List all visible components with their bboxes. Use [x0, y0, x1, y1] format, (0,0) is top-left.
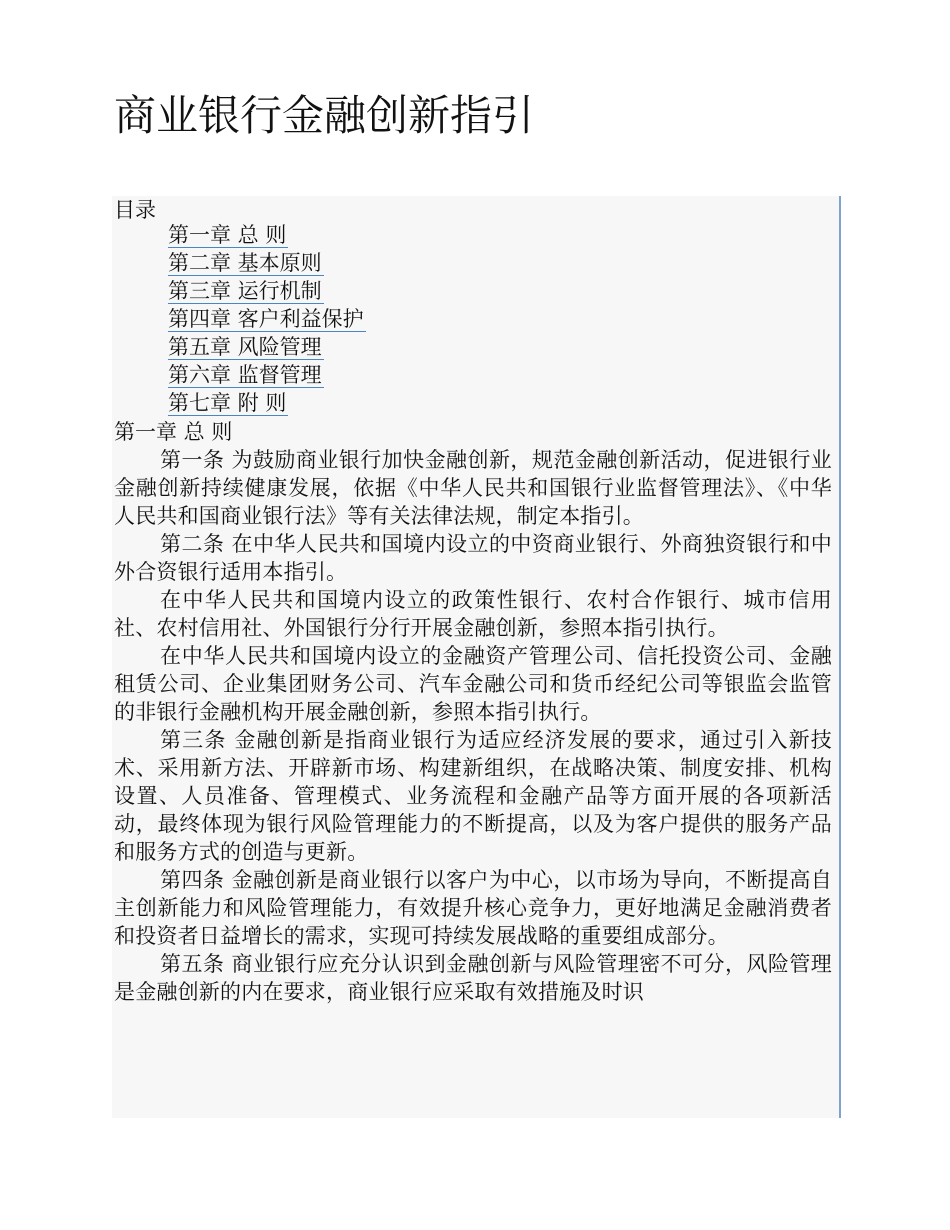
chapter-1-section: [114, 418, 832, 1006]
toc-item-chapter-7: [168, 390, 366, 418]
table-of-contents: [168, 222, 366, 418]
chapter-heading: 第一章 总 则: [114, 420, 233, 444]
toc-item-chapter-2: [168, 250, 366, 278]
article-2-clause-2-paragraph: 在中华人民共和国境内设立的政策性银行、农村合作银行、城市信用社、农村信用社、外国银行分行开展金融创新，参照本指引执行。: [114, 588, 832, 640]
article-2-paragraph: 第二条 在中华人民共和国境内设立的中资商业银行、外商独资银行和中外合资银行适用本指引。: [114, 532, 832, 584]
toc-link-chapter-1[interactable]: 第一章 总 则: [168, 223, 287, 247]
toc-item-chapter-3: [168, 278, 366, 306]
document-title: 商业银行金融创新指引: [114, 91, 535, 140]
article-3-paragraph: 第三条 金融创新是指商业银行为适应经济发展的要求，通过引入新技术、采用新方法、开辟新市场、构建新组织，在战略决策、制度安排、机构设置、人员准备、管理模式、业务流程和金融产品等方面开展的各项新活动，最终体现为银行风险管理能力的不断提高，以及为客户提供的服务产品和服务方式的创造与更新。: [114, 728, 832, 864]
article-5-paragraph: 第五条 商业银行应充分认识到金融创新与风险管理密不可分，风险管理是金融创新的内在要求，商业银行应采取有效措施及时识: [114, 952, 832, 1004]
toc-link-chapter-7[interactable]: 第七章 附 则: [168, 391, 287, 415]
toc-link-chapter-3[interactable]: 第三章 运行机制: [168, 279, 322, 303]
document-content-panel: [112, 196, 841, 1118]
toc-link-chapter-5[interactable]: 第五章 风险管理: [168, 335, 322, 359]
toc-link-chapter-4[interactable]: 第四章 客户利益保护: [168, 307, 364, 331]
article-2-clause-3-paragraph: 在中华人民共和国境内设立的金融资产管理公司、信托投资公司、金融租赁公司、企业集团财务公司、汽车金融公司和货币经纪公司等银监会监管的非银行金融机构开展金融创新，参照本指引执行。: [114, 644, 832, 724]
article-4-paragraph: 第四条 金融创新是商业银行以客户为中心，以市场为导向，不断提高自主创新能力和风险管理能力，有效提升核心竞争力，更好地满足金融消费者和投资者日益增长的需求，实现可持续发展战略的重要组成部分。: [114, 868, 832, 948]
toc-item-chapter-6: [168, 362, 366, 390]
toc-item-chapter-1: [168, 222, 366, 250]
toc-link-chapter-6[interactable]: 第六章 监督管理: [168, 363, 322, 387]
toc-item-chapter-4: [168, 306, 366, 334]
article-1-paragraph: 第一条 为鼓励商业银行加快金融创新，规范金融创新活动，促进银行业金融创新持续健康发展，依据《中华人民共和国银行业监督管理法》、《中华人民共和国商业银行法》等有关法律法规，制定本指引。: [114, 448, 832, 528]
toc-item-chapter-5: [168, 334, 366, 362]
toc-heading: 目录: [114, 198, 156, 222]
toc-link-chapter-2[interactable]: 第二章 基本原则: [168, 251, 322, 275]
